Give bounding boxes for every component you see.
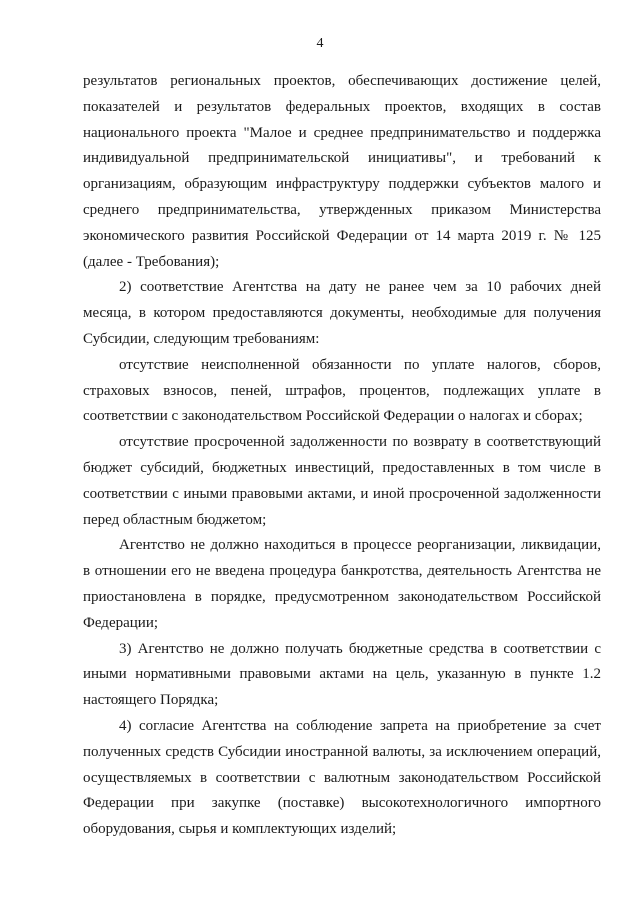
text-line: отсутствие неисполненной обязанности по уплате налогов, сборов, bbox=[119, 356, 601, 373]
page-number: 4 bbox=[316, 36, 324, 51]
text-line: среднего предпринимательства, утвержденных приказом Министерства bbox=[83, 201, 601, 218]
text-line: Федерации; bbox=[83, 614, 159, 631]
text-line: полученных средств Субсидии иностранной валюты, за исключением операций, bbox=[83, 743, 601, 760]
text-line: приостановлена в порядке, предусмотренном законодательством Российской bbox=[83, 588, 601, 605]
text-line: показателей и результатов федеральных проектов, входящих в состав bbox=[83, 98, 601, 115]
text-line: Агентство не должно находиться в процессе реорганизации, ликвидации, bbox=[119, 537, 601, 554]
text-line: 3) Агентство не должно получать бюджетные средства в соответствии с bbox=[119, 640, 601, 657]
text-line: 4) согласие Агентства на соблюдение запрета на приобретение за счет bbox=[119, 717, 601, 734]
text-line: оборудования, сырья и комплектующих изделий; bbox=[83, 821, 397, 838]
text-line: бюджет субсидий, бюджетных инвестиций, предоставленных в том числе в bbox=[83, 459, 601, 476]
text-line: соответствии с законодательством Российской Федерации о налогах и сборах; bbox=[83, 408, 583, 425]
text-line: осуществляемых в соответствии с валютным законодательством Российской bbox=[83, 769, 601, 786]
text-line: (далее - Требования); bbox=[83, 253, 220, 270]
text-line: Федерации при закупке (поставке) высокотехнологичного импортного bbox=[83, 795, 601, 812]
document-body bbox=[83, 69, 601, 843]
text-line: 2) соответствие Агентства на дату не ранее чем за 10 рабочих дней bbox=[119, 279, 601, 296]
text-line: результатов региональных проектов, обеспечивающих достижение целей, bbox=[83, 73, 601, 89]
paragraph bbox=[83, 533, 601, 636]
paragraph bbox=[83, 353, 601, 430]
text-line: организациям, образующим инфраструктуру поддержки субъектов малого и bbox=[83, 176, 601, 193]
paragraph bbox=[83, 69, 601, 275]
text-line: Субсидии, следующим требованиям: bbox=[83, 330, 320, 347]
text-line: месяца, в котором предоставляются документы, необходимые для получения bbox=[83, 305, 601, 322]
text-line: индивидуальной предпринимательской инициативы", и требований к bbox=[83, 150, 601, 167]
text-line: настоящего Порядка; bbox=[83, 692, 219, 709]
text-line: страховых взносов, пеней, штрафов, процентов, подлежащих уплате в bbox=[83, 382, 601, 399]
paragraph bbox=[83, 430, 601, 533]
text-line: экономического развития Российской Федерации от 14 марта 2019 г. № 125 bbox=[83, 227, 601, 244]
text-line: национального проекта "Малое и среднее предпринимательство и поддержка bbox=[83, 124, 601, 141]
paragraph bbox=[83, 637, 601, 714]
text-line: иными нормативными правовыми актами на цель, указанную в пункте 1.2 bbox=[83, 666, 601, 683]
paragraph bbox=[83, 275, 601, 352]
text-line: перед областным бюджетом; bbox=[83, 511, 267, 528]
text-line: отсутствие просроченной задолженности по возврату в соответствующий bbox=[119, 434, 601, 451]
text-line: соответствии с иными правовыми актами, и иной просроченной задолженности bbox=[83, 485, 601, 502]
paragraph bbox=[83, 714, 601, 843]
text-line: в отношении его не введена процедура банкротства, деятельность Агентства не bbox=[83, 563, 601, 580]
